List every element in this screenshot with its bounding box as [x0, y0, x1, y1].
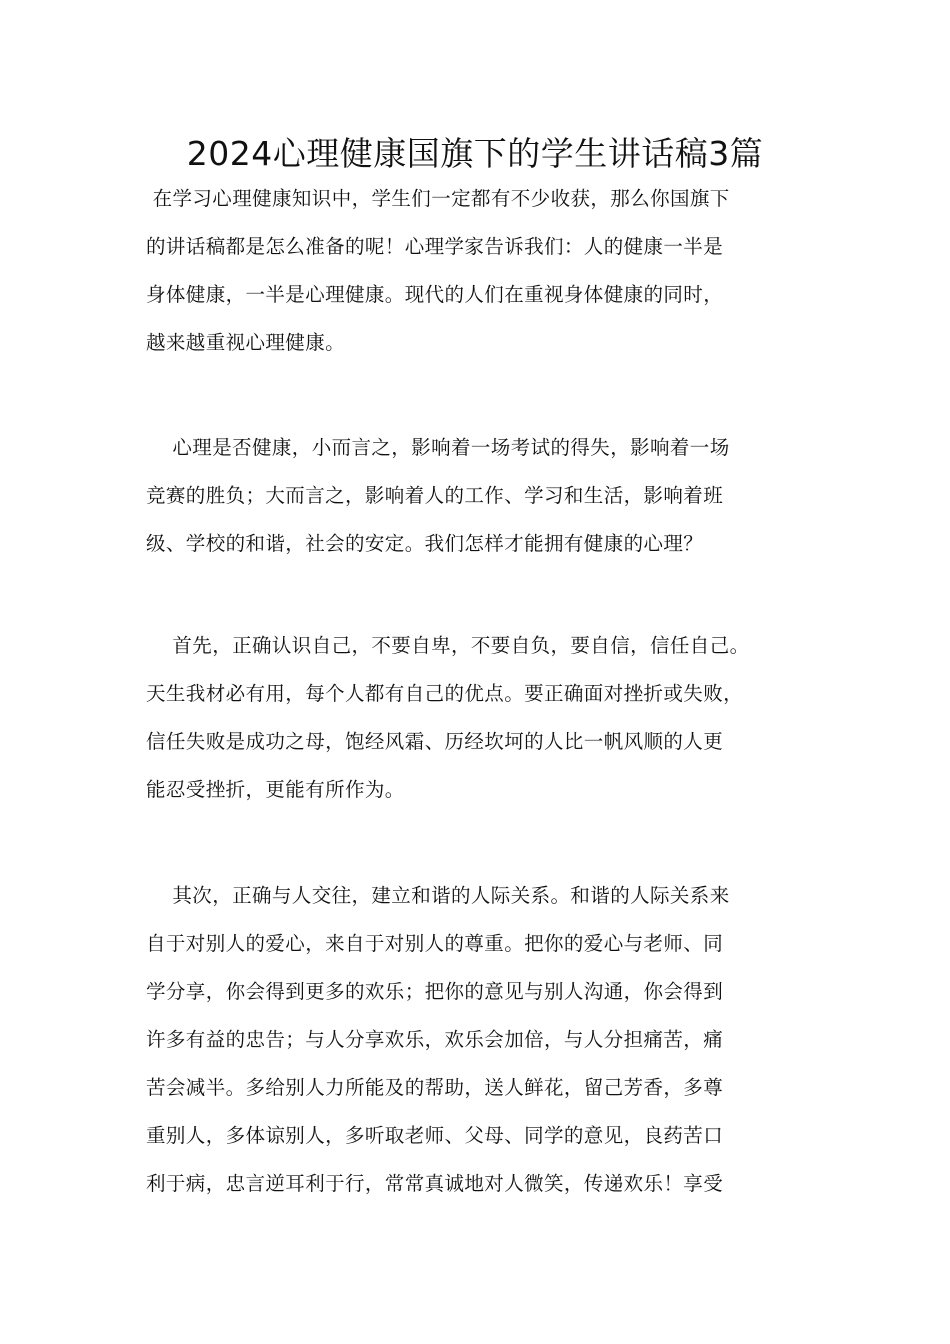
paragraph-line: 的讲话稿都是怎么准备的呢！心理学家告诉我们：人的健康一半是: [146, 235, 724, 258]
paragraph-line: 信任失败是成功之母，饱经风霜、历经坎坷的人比一帆风顺的人更: [146, 730, 724, 753]
paragraph-line: 能忍受挫折，更能有所作为。: [146, 778, 405, 801]
paragraph-second-point: [146, 872, 810, 1208]
paragraph-line: 苦会减半。多给别人力所能及的帮助，送人鲜花，留己芳香，多尊: [146, 1076, 724, 1099]
paragraph-line: 学分享，你会得到更多的欢乐；把你的意见与别人沟通，你会得到: [146, 980, 724, 1003]
paragraph-line: 级、学校的和谐，社会的安定。我们怎样才能拥有健康的心理？: [146, 532, 704, 555]
document-title: 2024心理健康国旗下的学生讲话稿3篇: [186, 134, 764, 173]
paragraph-line: 在学习心理健康知识中，学生们一定都有不少收获，那么你国旗下: [146, 187, 730, 210]
paragraph-line: 越来越重视心理健康。: [146, 331, 346, 354]
paragraph-line: 心理是否健康，小而言之，影响着一场考试的得失，影响着一场: [146, 436, 730, 459]
paragraph-first-point: [146, 622, 810, 814]
paragraph-line: 竞赛的胜负；大而言之，影响着人的工作、学习和生活，影响着班: [146, 484, 724, 507]
paragraph-line: 利于病，忠言逆耳利于行，常常真诚地对人微笑，传递欢乐！享受: [146, 1172, 724, 1195]
paragraph-line: 许多有益的忠告；与人分享欢乐，欢乐会加倍，与人分担痛苦，痛: [146, 1028, 724, 1051]
paragraph-line: 天生我材必有用，每个人都有自己的优点。要正确面对挫折或失败，: [146, 682, 744, 705]
paragraph-importance: [146, 424, 810, 568]
paragraph-intro: [146, 175, 810, 367]
paragraph-line: 重别人，多体谅别人，多听取老师、父母、同学的意见，良药苦口: [146, 1124, 724, 1147]
paragraph-line: 身体健康，一半是心理健康。现代的人们在重视身体健康的同时，: [146, 283, 724, 306]
paragraph-line: 其次，正确与人交往，建立和谐的人际关系。和谐的人际关系来: [146, 884, 730, 907]
paragraph-line: 自于对别人的爱心，来自于对别人的尊重。把你的爱心与老师、同: [146, 932, 724, 955]
paragraph-line: 首先，正确认识自己，不要自卑，不要自负，要自信，信任自己。: [146, 634, 750, 657]
